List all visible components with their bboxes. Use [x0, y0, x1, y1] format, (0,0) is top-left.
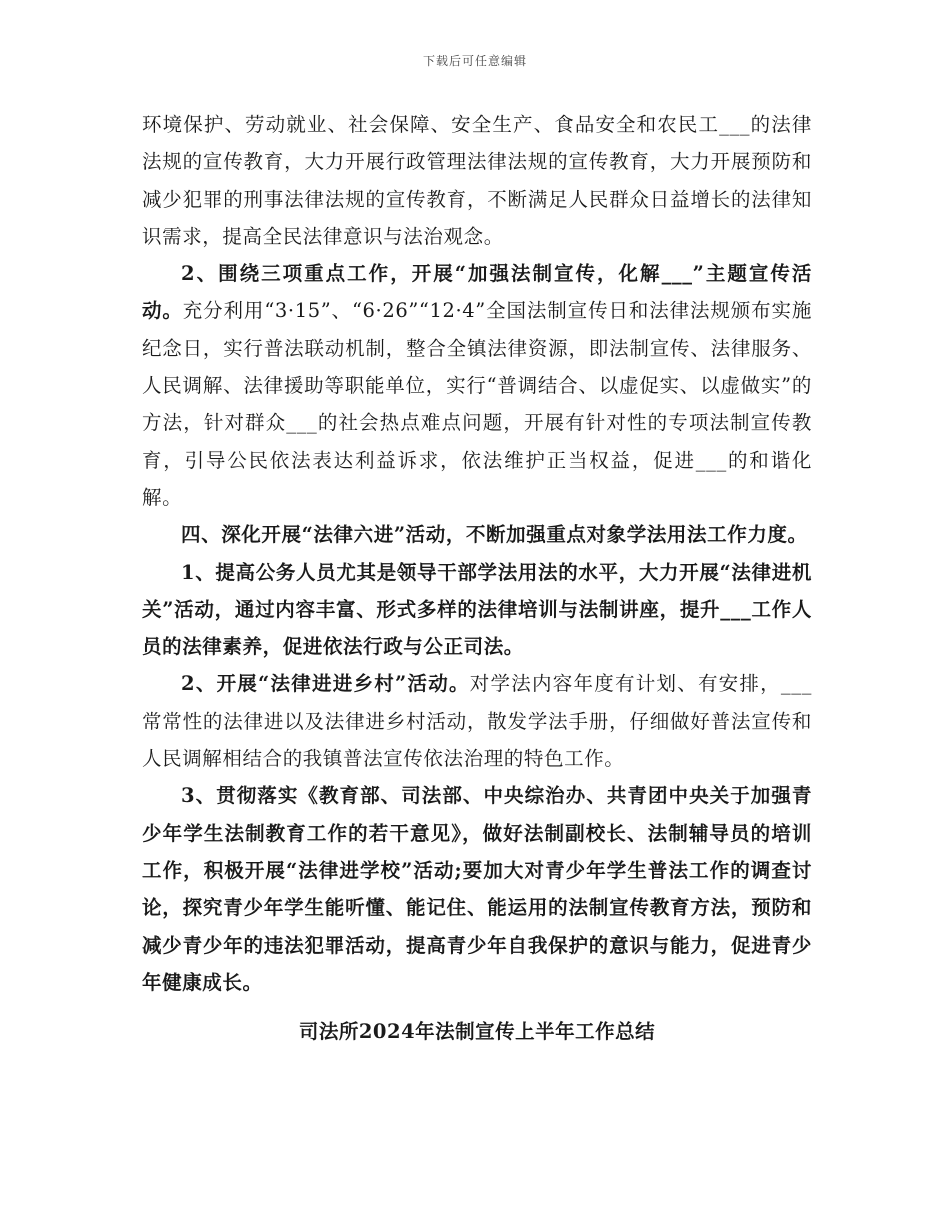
- paragraph-3-lead: 四、深化开展“法律六进”活动，不断加强重点对象学法用法工作力度。: [181, 523, 808, 547]
- paragraph-1: [142, 106, 812, 255]
- paragraph-1-body: 环境保护、劳动就业、社会保障、安全生产、食品安全和农民工___的法律法规的宣传教育，大力开展行政管理法律法规的宣传教育，大力开展预防和减少犯罪的刑事法律法规的宣传教育，不断满足人民群众日益增长的法律知识需求，提高全民法律意识与法治观念。: [142, 113, 812, 248]
- paragraph-5-lead: 2、开展“法律进进乡村”活动。: [181, 672, 470, 696]
- paragraph-2-body: 充分利用“3·15”、“6·26”“12·4”全国法制宣传日和法律法规颁布实施纪念日，实行普法联动机制，整合全镇法律资源，即法制宣传、法律服务、人民调解、法律援助等职能单位，实行“普调结合、以虚促实、以虚做实”的方法，针对群众___的社会热点难点问题，开展有针对性的专项法制宣传教育，引导公民依法表达利益诉求，依法维护正当权益，促进___的和谐化解。: [142, 299, 813, 509]
- document-title: 司法所2024年法制宣传上半年工作总结: [298, 1020, 656, 1044]
- paragraph-2-lead: 2、围绕三项重点工作，开展“加强法制宣传，化解___”主题宣传活动。: [142, 262, 812, 323]
- document-body: [142, 106, 812, 1050]
- paragraph-3: [142, 516, 812, 553]
- paragraph-6-lead: 3、贯彻落实《教育部、司法部、中央综治办、共青团中央关于加强青少年学生法制教育工作的若干意见》，做好法制副校长、法制辅导员的培训工作，积极开展“法律进学校”活动;要加大对青少年学生普法工作的调查讨论，探究青少年学生能听懂、能记住、能运用的法制宣传教育方法，预防和减少青少年的违法犯罪活动，提高青少年自我保护的意识与能力，促进青少年健康成长。: [142, 784, 812, 994]
- paragraph-2: [142, 255, 812, 516]
- page-header: 下载后可任意编辑: [422, 54, 527, 68]
- paragraph-5: [142, 665, 812, 777]
- paragraph-4: [142, 554, 812, 666]
- paragraph-4-lead: 1、提高公务人员尤其是领导干部学法用法的水平，大力开展“法律进机关”活动，通过内容丰富、形式多样的法律培训与法制讲座，提升___工作人员的法律素养，促进依法行政与公正司法。: [142, 560, 812, 659]
- paragraph-5-body: 对学法内容年度有计划、有安排，___常常性的法律进以及法律进乡村活动，散发学法手册，仔细做好普法宣传和人民调解相结合的我镇普法宣传依法治理的特色工作。: [142, 672, 812, 771]
- paragraph-6: [142, 777, 812, 1001]
